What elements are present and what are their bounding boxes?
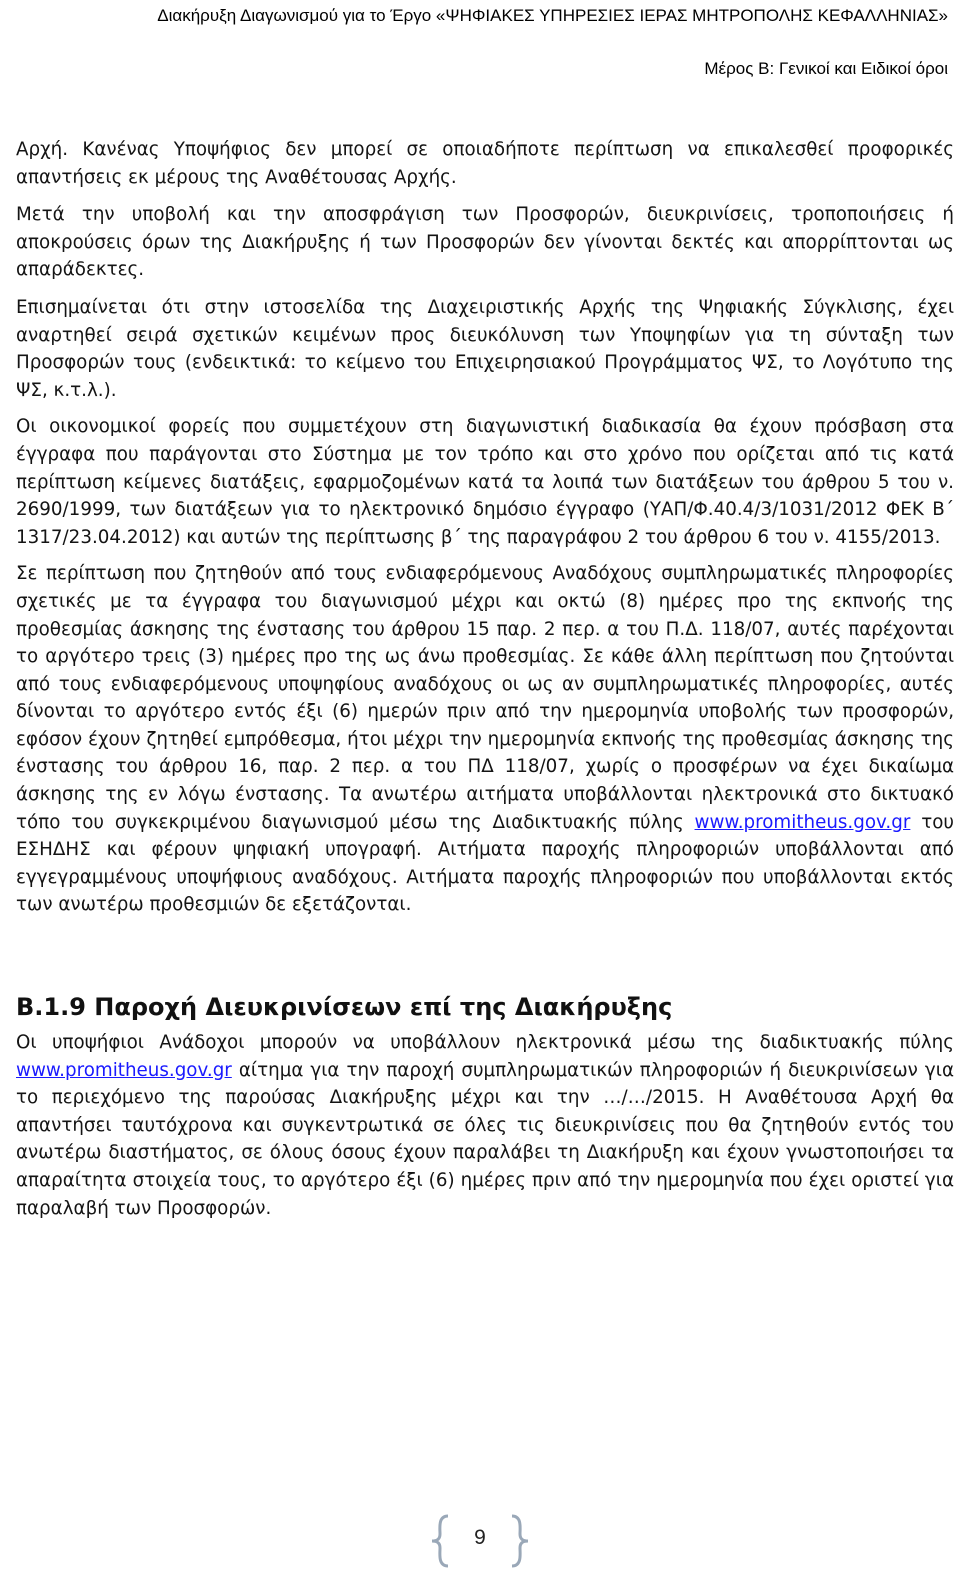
paragraph-clarifications (16, 1029, 954, 1222)
paragraph-document-access: Οι οικονομικοί φορείς που συμμετέχουν στη διαγωνιστική διαδικασία θα έχουν πρόσβαση στα έγγραφα που παράγονται στο Σύστημα με τον τρόπο και στο χρόνο που ορίζεται από τις κατά περίπτωση κείμενες διατάξεις, εφαρμοζομένων κατά τα λοιπά των διατάξεων του άρθρου 5 του ν. 2690/1999, των διατάξεων για το ηλεκτρονικό δημόσιο έγγραφο (ΥΑΠ/Φ.40.4/3/1031/2012 ΦΕΚ Β΄ 1317/23.04.2012) και αυτών της περίπτωσης β΄ της παραγράφου 2 του άρθρου 6 του ν. 4155/2013. (16, 416, 954, 548)
page-footer (430, 1514, 530, 1568)
paragraph-text: Οι υποψήφιοι Ανάδοχοι μπορούν να υποβάλλουν ηλεκτρονικά μέσω της διαδικτυακής πύλης (16, 1032, 954, 1054)
paragraph-text: του ΕΣΗΔΗΣ και φέρουν ψηφιακή υπογραφή. Αιτήματα παροχής πληροφοριών υποβάλλονται από εγγεγραμμένους υποψήφιους αναδόχους. Αιτήματα παροχής πληροφοριών που υποβάλλονται εκτός των ανωτέρω προθεσμιών δε εξετάζονται. (16, 811, 954, 916)
document-title-header: Διακήρυξη Διαγωνισμού για το Έργο «ΨΗΦΙΑΚΕΣ ΥΠΗΡΕΣΙΕΣ ΙΕΡΑΣ ΜΗΤΡΟΠΟΛΗΣ ΚΕΦΑΛΛΗΝΙΑΣ» (157, 6, 948, 25)
paragraph-text: αίτημα για την παροχή συμπληρωματικών πληροφοριών ή διευκρινίσεων για το περιεχόμενο της παρούσας Διακήρυξης μέχρι και την …/…/2015. Η Αναθέτουσα Αρχή θα απαντήσει ταυτόχρονα και συγκεντρωτικά σε όλες τις διευκρινίσεις που θα ζητηθούν εντός του ανωτέρω διαστήματος, σε όλους όσους έχουν παραλάβει τη Διακήρυξη και έχουν γνωστοποιήσει τα απαραίτητα στοιχεία τους, το αργότερο έξι (6) ημέρες πριν από την ημερομηνία που έχει οριστεί για παραλαβή των Προσφορών. (16, 1059, 954, 1219)
paragraph-after-submission: Μετά την υποβολή και την αποσφράγιση των Προσφορών, διευκρινίσεις, τροποποιήσεις ή αποκρούσεις όρων της Διακήρυξης ή των Προσφορών δεν γίνονται δεκτές και απορρίπτονται ως απαράδεκτες. (16, 204, 954, 281)
paragraph-website-notice: Επισημαίνεται ότι στην ιστοσελίδα της Διαχειριστικής Αρχής της Ψηφιακής Σύγκλισης, έχει αναρτηθεί σειρά σχετικών κειμένων προς διευκόλυνση των Υποψηφίων για τη σύνταξη των Προσφορών τους (ενδεικτικά: το κείμενο του Επιχειρησιακού Προγράμματος ΨΣ, το Λογότυπο της ΨΣ, κ.τ.λ.). (16, 296, 954, 401)
document-body (16, 136, 954, 1231)
paragraph-supplementary-info (16, 560, 954, 919)
section-subheader: Μέρος Β: Γενικοί και Ειδικοί όροι (704, 59, 948, 78)
page-number: 9 (474, 1526, 486, 1549)
promitheus-link[interactable]: www.promitheus.gov.gr (694, 811, 911, 833)
section-heading-b19: Β.1.9 Παροχή Διευκρινίσεων επί της Διακήρυξης (16, 993, 673, 1022)
paragraph-text: Σε περίπτωση που ζητηθούν από τους ενδιαφερόμενους Αναδόχους συμπληρωματικές πληροφορίες σχετικές με τα έγγραφα του διαγωνισμού μέχρι και οκτώ (8) ημέρες προ της εκπνοής της προθεσμίας άσκησης της ένστασης του άρθρου 15 παρ. 2 περ. α του Π.Δ. 118/07, αυτές παρέχονται το αργότερο τρεις (3) ημέρες προ της ως άνω προθεσμίας. Σε κάθε άλλη περίπτωση που ζητούνται από τους ενδιαφερόμενους υποψηφίους αναδόχους οι ως αν συμπληρωματικές πληροφορίες, αυτές δίνονται το αργότερο εντός έξι (6) ημερών πριν από την ημερομηνία υποβολής των προσφορών, εφόσον έχουν ζητηθεί εμπρόθεσμα, ήτοι μέχρι την ημερομηνία εκπνοής της προθεσμίας άσκησης της ένστασης του άρθρου 16, παρ. 2 περ. α του ΠΔ 118/07, χωρίς ο προσφέρων να έχει δικαίωμα άσκησης της εν λόγω ένστασης. Τα ανωτέρω αιτήματα υποβάλλονται ηλεκτρονικά στο δικτυακό τόπο του συγκεκριμένου διαγωνισμού μέσω της Διαδικτυακής πύλης (16, 563, 954, 833)
paragraph-oral-answers: Αρχή. Κανένας Υποψήφιος δεν μπορεί σε οποιαδήποτε περίπτωση να επικαλεσθεί προφορικές απαντήσεις εκ μέρους της Αναθέτουσας Αρχής. (16, 139, 954, 188)
promitheus-link[interactable]: www.promitheus.gov.gr (16, 1059, 232, 1081)
